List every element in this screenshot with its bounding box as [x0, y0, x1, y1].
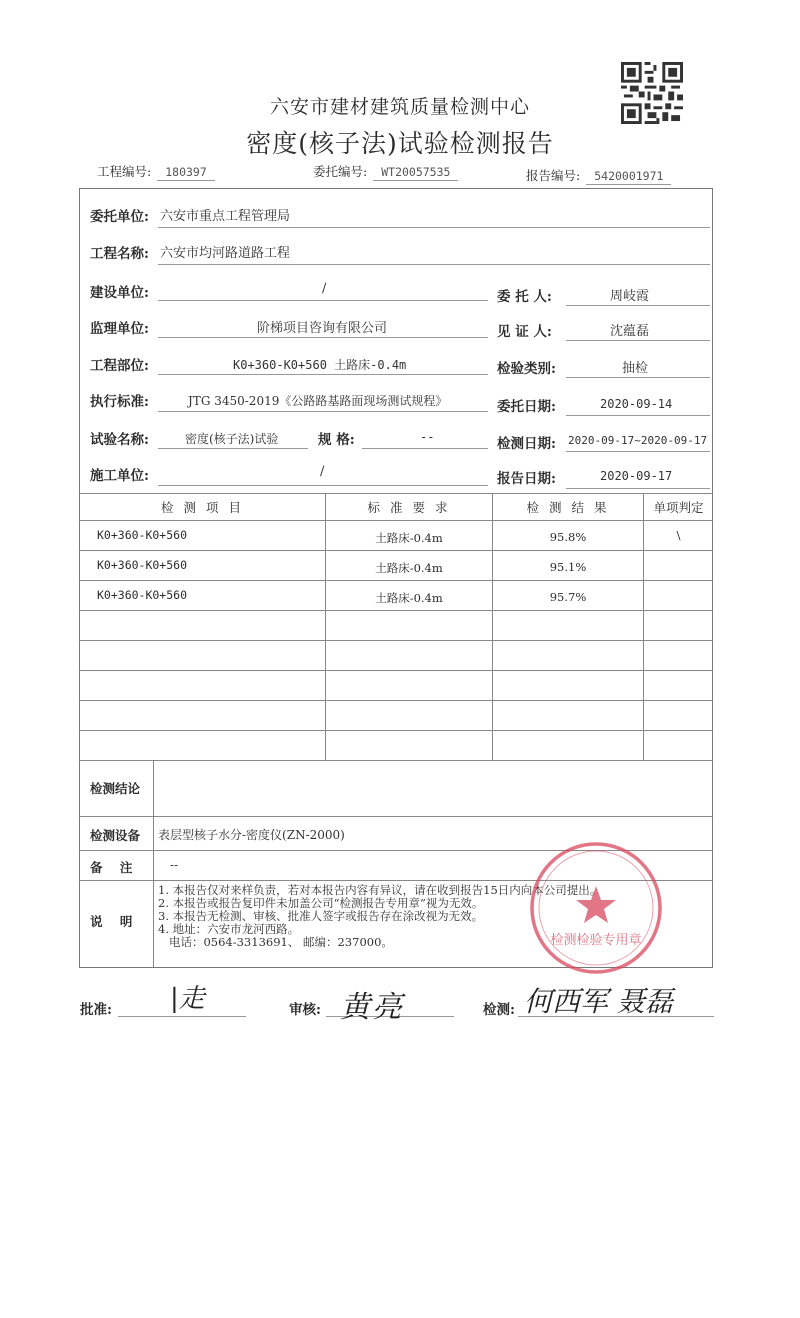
row-result: 95.7%: [549, 590, 587, 604]
underline: [158, 373, 488, 375]
supervisor-label: 监理单位:: [90, 321, 149, 337]
supervisor: 阶梯项目咨询有限公司: [257, 321, 388, 336]
underline: [118, 1015, 246, 1017]
construction-label: 施工单位:: [90, 468, 149, 484]
test-signature: 何西军 聂磊: [524, 985, 673, 1018]
client-person-label: 委 托 人:: [497, 289, 552, 305]
underline: [158, 410, 488, 412]
report-no: 报告编号: 5420001971: [526, 166, 671, 185]
note-line: 3. 本报告无检测、审核、批准人签字或报告存在涂改视为无效。: [158, 909, 484, 923]
note-line: 4. 地址：六安市龙河西路。: [158, 922, 300, 936]
approve-label: 批准:: [80, 1002, 112, 1018]
underline: [158, 484, 488, 486]
note-line: 电话：0564-3313691、 邮编：237000。: [158, 935, 393, 949]
table-border: [79, 610, 713, 611]
report-date-label: 报告日期:: [497, 471, 556, 487]
test-date-label: 检测日期:: [497, 436, 556, 452]
org-name: 六安市建材建筑质量检测中心: [269, 96, 530, 118]
table-border: [79, 550, 713, 551]
construction: /: [320, 464, 325, 479]
table-border: [153, 760, 154, 967]
project-name-label: 工程名称:: [90, 246, 149, 262]
stamp-text: 检测检验专用章: [550, 933, 642, 948]
row-item: K0+360-K0+560: [97, 588, 188, 602]
equipment: 表层型核子水分-密度仪(ZN-2000): [158, 828, 345, 842]
col-header-judge: 单项判定: [653, 500, 704, 515]
note-line: 2. 本报告或报告复印件未加盖公司“检测报告专用章”视为无效。: [158, 896, 484, 910]
note-line: 1. 本报告仅对来样负责，若对本报告内容有异议，请在收到报告15日内向本公司提出。: [158, 883, 602, 897]
spec-label: 规 格:: [318, 432, 355, 448]
client-unit: 六安市重点工程管理局: [160, 209, 291, 224]
underline: [566, 414, 710, 416]
location-label: 工程部位:: [90, 358, 149, 374]
underline: [566, 487, 710, 489]
col-header-req: 标 准 要 求: [367, 500, 451, 515]
underline: [158, 226, 710, 228]
project-no: 工程编号: 180397: [97, 162, 215, 181]
col-header-item: 检 测 项 目: [161, 500, 244, 515]
location: K0+360-K0+560 土路床-0.4m: [233, 358, 407, 372]
inspect-type: 抽检: [622, 361, 649, 376]
underline: [158, 447, 308, 449]
underline: [158, 299, 488, 301]
table-border: [79, 670, 713, 671]
row-result: 95.1%: [549, 560, 587, 574]
test-name: 密度(核子法)试验: [185, 432, 279, 446]
notes-label: 说 明: [90, 914, 133, 929]
table-border: [79, 520, 713, 521]
underline: [158, 336, 488, 338]
equipment-label: 检测设备: [90, 828, 141, 843]
conclusion-label: 检测结论: [90, 781, 141, 796]
row-result: 95.8%: [549, 530, 587, 544]
row-item: K0+360-K0+560: [97, 528, 188, 542]
builder: /: [322, 281, 327, 296]
test-date: 2020-09-17~2020-09-17: [568, 434, 708, 447]
standard-label: 执行标准:: [90, 394, 149, 410]
col-header-result: 检 测 结 果: [526, 500, 610, 515]
table-border: [79, 760, 713, 761]
table-border: [79, 640, 713, 641]
client-person: 周岐霞: [610, 289, 650, 304]
witness-label: 见 证 人:: [497, 324, 552, 340]
underline: [566, 304, 710, 306]
commission-date-label: 委托日期:: [497, 399, 556, 415]
commission-no: 委托编号: WT20057535: [313, 162, 458, 181]
row-item: K0+360-K0+560: [97, 558, 188, 572]
underline: [566, 339, 710, 341]
table-border: [79, 700, 713, 701]
test-label: 检测:: [483, 1002, 515, 1018]
table-border: [79, 580, 713, 581]
underline: [566, 376, 710, 378]
review-label: 审核:: [289, 1002, 321, 1018]
underline: [566, 450, 710, 452]
row-req: 土路床-0.4m: [375, 531, 443, 545]
commission-date: 2020-09-14: [600, 397, 673, 411]
row-req: 土路床-0.4m: [375, 591, 443, 605]
table-border: [79, 493, 713, 494]
builder-label: 建设单位:: [90, 285, 149, 301]
underline: [362, 447, 488, 449]
table-border: [79, 730, 713, 731]
inspect-type-label: 检验类别:: [497, 361, 556, 377]
report-date: 2020-09-17: [600, 469, 673, 483]
underline: [158, 263, 710, 265]
client-unit-label: 委托单位:: [90, 209, 149, 225]
project-name: 六安市均河路道路工程: [160, 246, 291, 261]
remark-label: 备 注: [90, 860, 133, 875]
approve-signature: |走: [170, 984, 205, 1014]
remark: --: [170, 858, 179, 872]
witness: 沈蕴磊: [610, 324, 650, 339]
table-border: [79, 816, 713, 817]
row-req: 土路床-0.4m: [375, 561, 443, 575]
spec: --: [420, 430, 435, 444]
row-judge: \: [676, 528, 681, 542]
standard: JTG 3450-2019《公路路基路面现场测试规程》: [188, 394, 448, 408]
report-title: 密度(核子法)试验检测报告: [246, 129, 554, 158]
test-name-label: 试验名称:: [90, 432, 149, 448]
review-signature: 黄亮: [340, 990, 404, 1025]
official-stamp-icon: [528, 840, 664, 976]
